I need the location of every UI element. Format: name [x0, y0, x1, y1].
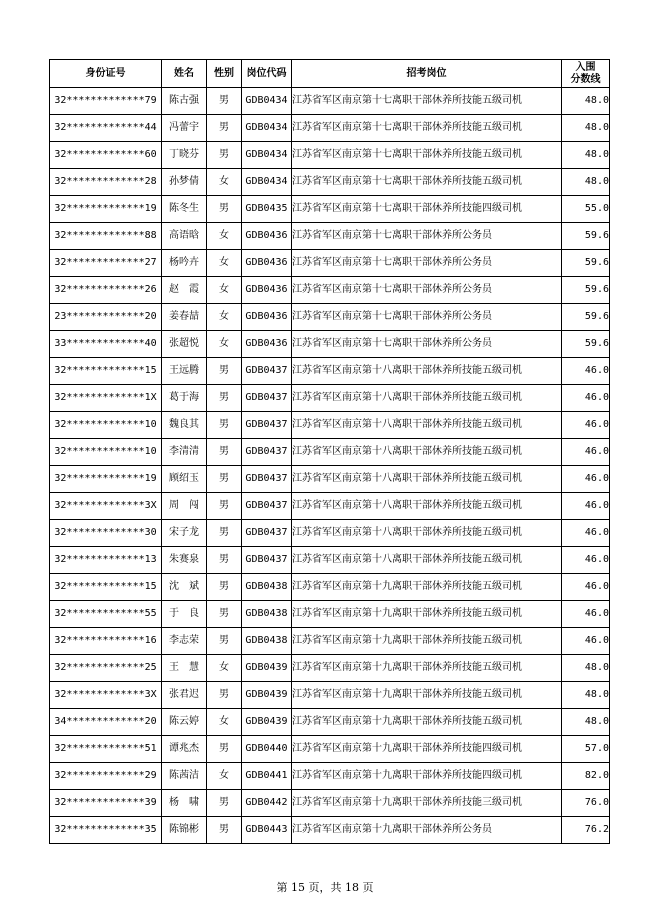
cell-name: 陈锦彬 — [162, 817, 207, 844]
cell-name: 丁晓芬 — [162, 142, 207, 169]
cell-code: GDB0439 — [242, 682, 292, 709]
table-row — [50, 628, 610, 655]
cell-name: 谭兆杰 — [162, 736, 207, 763]
cell-post: 江苏省军区南京第十九离职干部休养所技能五级司机 — [292, 628, 562, 655]
cell-post: 江苏省军区南京第十七离职干部休养所技能五级司机 — [292, 142, 562, 169]
cell-id: 32*************19 — [50, 466, 162, 493]
cell-id: 32*************10 — [50, 439, 162, 466]
cell-name: 陈云婷 — [162, 709, 207, 736]
cell-id: 32*************25 — [50, 655, 162, 682]
table-row — [50, 304, 610, 331]
cell-sex: 男 — [207, 412, 242, 439]
cell-sex: 女 — [207, 709, 242, 736]
table-row — [50, 547, 610, 574]
table-row — [50, 196, 610, 223]
cell-name: 李志荣 — [162, 628, 207, 655]
cell-post: 江苏省军区南京第十七离职干部休养所公务员 — [292, 277, 562, 304]
cell-score: 48.0 — [562, 655, 610, 682]
cell-score: 48.0 — [562, 115, 610, 142]
table-row — [50, 250, 610, 277]
cell-score: 48.0 — [562, 88, 610, 115]
cell-score: 82.0 — [562, 763, 610, 790]
cell-score: 46.0 — [562, 547, 610, 574]
cell-code: GDB0436 — [242, 304, 292, 331]
cell-post: 江苏省军区南京第十九离职干部休养所技能四级司机 — [292, 736, 562, 763]
cell-name: 沈 斌 — [162, 574, 207, 601]
cell-score: 48.0 — [562, 682, 610, 709]
cell-id: 32*************15 — [50, 574, 162, 601]
cell-post: 江苏省军区南京第十九离职干部休养所技能五级司机 — [292, 682, 562, 709]
cell-sex: 男 — [207, 682, 242, 709]
table-row — [50, 601, 610, 628]
cell-code: GDB0437 — [242, 466, 292, 493]
cell-code: GDB0434 — [242, 88, 292, 115]
cell-id: 32*************79 — [50, 88, 162, 115]
table-row — [50, 493, 610, 520]
cell-name: 王 慧 — [162, 655, 207, 682]
cell-post: 江苏省军区南京第十九离职干部休养所技能三级司机 — [292, 790, 562, 817]
cell-sex: 男 — [207, 88, 242, 115]
table-row — [50, 763, 610, 790]
cell-post: 江苏省军区南京第十九离职干部休养所技能五级司机 — [292, 655, 562, 682]
cell-code: GDB0437 — [242, 385, 292, 412]
page-footer: 第 15 页，共 18 页 — [276, 881, 374, 894]
table-row — [50, 682, 610, 709]
cell-score: 46.0 — [562, 493, 610, 520]
cell-score: 46.0 — [562, 520, 610, 547]
cell-code: GDB0439 — [242, 655, 292, 682]
cell-score: 46.0 — [562, 574, 610, 601]
cell-post: 江苏省军区南京第十七离职干部休养所公务员 — [292, 304, 562, 331]
cell-score: 46.0 — [562, 385, 610, 412]
table-row — [50, 358, 610, 385]
cell-sex: 女 — [207, 250, 242, 277]
cell-sex: 女 — [207, 223, 242, 250]
cell-post: 江苏省军区南京第十八离职干部休养所技能五级司机 — [292, 385, 562, 412]
cell-id: 32*************51 — [50, 736, 162, 763]
header-code: 岗位代码 — [242, 60, 292, 88]
cell-post: 江苏省军区南京第十八离职干部休养所技能五级司机 — [292, 412, 562, 439]
cell-name: 陈冬生 — [162, 196, 207, 223]
cell-sex: 女 — [207, 304, 242, 331]
table-header-row — [50, 60, 610, 88]
cell-code: GDB0434 — [242, 115, 292, 142]
cell-sex: 女 — [207, 169, 242, 196]
cell-sex: 男 — [207, 115, 242, 142]
table-row — [50, 385, 610, 412]
cell-name: 高语晗 — [162, 223, 207, 250]
cell-sex: 男 — [207, 574, 242, 601]
cell-post: 江苏省军区南京第十七离职干部休养所技能四级司机 — [292, 196, 562, 223]
cell-name: 孙梦倩 — [162, 169, 207, 196]
cell-id: 32*************29 — [50, 763, 162, 790]
table-row — [50, 655, 610, 682]
cell-sex: 男 — [207, 142, 242, 169]
cell-name: 朱赛泉 — [162, 547, 207, 574]
cell-score: 57.0 — [562, 736, 610, 763]
cell-score: 46.0 — [562, 412, 610, 439]
cell-name: 张君迟 — [162, 682, 207, 709]
cell-name: 姜春喆 — [162, 304, 207, 331]
cell-post: 江苏省军区南京第十九离职干部休养所技能五级司机 — [292, 574, 562, 601]
cell-score: 59.6 — [562, 277, 610, 304]
cell-name: 李清清 — [162, 439, 207, 466]
cell-id: 32*************10 — [50, 412, 162, 439]
cell-code: GDB0436 — [242, 223, 292, 250]
cell-score: 48.0 — [562, 709, 610, 736]
cell-code: GDB0442 — [242, 790, 292, 817]
cell-score: 48.0 — [562, 142, 610, 169]
cell-post: 江苏省军区南京第十九离职干部休养所技能四级司机 — [292, 763, 562, 790]
cell-sex: 男 — [207, 547, 242, 574]
cell-score: 46.0 — [562, 466, 610, 493]
cell-name: 冯蕾宇 — [162, 115, 207, 142]
cell-sex: 男 — [207, 196, 242, 223]
cell-code: GDB0437 — [242, 358, 292, 385]
cell-id: 32*************39 — [50, 790, 162, 817]
cell-id: 32*************15 — [50, 358, 162, 385]
cell-code: GDB0436 — [242, 277, 292, 304]
cell-name: 于 良 — [162, 601, 207, 628]
cell-post: 江苏省军区南京第十九离职干部休养所公务员 — [292, 817, 562, 844]
table-row — [50, 412, 610, 439]
cell-sex: 男 — [207, 601, 242, 628]
cell-post: 江苏省军区南京第十八离职干部休养所技能五级司机 — [292, 520, 562, 547]
cell-sex: 男 — [207, 520, 242, 547]
cell-id: 34*************20 — [50, 709, 162, 736]
cell-post: 江苏省军区南京第十八离职干部休养所技能五级司机 — [292, 439, 562, 466]
cell-id: 23*************20 — [50, 304, 162, 331]
cell-id: 32*************1X — [50, 385, 162, 412]
table-row — [50, 790, 610, 817]
cell-sex: 男 — [207, 493, 242, 520]
cell-post: 江苏省军区南京第十八离职干部休养所技能五级司机 — [292, 466, 562, 493]
cell-post: 江苏省军区南京第十九离职干部休养所技能五级司机 — [292, 601, 562, 628]
cell-sex: 男 — [207, 817, 242, 844]
cell-post: 江苏省军区南京第十七离职干部休养所公务员 — [292, 250, 562, 277]
cell-sex: 男 — [207, 439, 242, 466]
cell-id: 32*************19 — [50, 196, 162, 223]
cell-score: 59.6 — [562, 304, 610, 331]
cell-id: 32*************27 — [50, 250, 162, 277]
cell-post: 江苏省军区南京第十七离职干部休养所技能五级司机 — [292, 169, 562, 196]
header-sex: 性别 — [207, 60, 242, 88]
cell-id: 32*************3X — [50, 493, 162, 520]
cell-score: 48.0 — [562, 169, 610, 196]
cell-id: 32*************28 — [50, 169, 162, 196]
table-body — [50, 88, 610, 844]
cell-sex: 男 — [207, 385, 242, 412]
cell-code: GDB0441 — [242, 763, 292, 790]
header-score-line2: 分数线 — [570, 73, 601, 85]
cell-id: 32*************88 — [50, 223, 162, 250]
cell-post: 江苏省军区南京第十七离职干部休养所技能五级司机 — [292, 115, 562, 142]
cell-name: 陈茜洁 — [162, 763, 207, 790]
cell-name: 王远腾 — [162, 358, 207, 385]
cell-sex: 男 — [207, 358, 242, 385]
cell-post: 江苏省军区南京第十七离职干部休养所技能五级司机 — [292, 88, 562, 115]
cell-score: 46.0 — [562, 439, 610, 466]
cell-name: 葛于海 — [162, 385, 207, 412]
cell-post: 江苏省军区南京第十九离职干部休养所技能五级司机 — [292, 709, 562, 736]
cell-sex: 男 — [207, 628, 242, 655]
header-score-line1: 入围 — [575, 61, 596, 73]
cell-post: 江苏省军区南京第十八离职干部休养所技能五级司机 — [292, 493, 562, 520]
cell-code: GDB0440 — [242, 736, 292, 763]
cell-score: 59.6 — [562, 250, 610, 277]
cell-sex: 女 — [207, 763, 242, 790]
cell-code: GDB0439 — [242, 709, 292, 736]
cell-code: GDB0437 — [242, 547, 292, 574]
cell-score: 76.2 — [562, 817, 610, 844]
cell-id: 33*************40 — [50, 331, 162, 358]
header-id: 身份证号 — [50, 60, 162, 88]
table-row — [50, 736, 610, 763]
table-row — [50, 142, 610, 169]
header-score — [562, 60, 610, 88]
cell-name: 杨吟卉 — [162, 250, 207, 277]
table-row — [50, 709, 610, 736]
header-post: 招考岗位 — [292, 60, 562, 88]
cell-id: 32*************26 — [50, 277, 162, 304]
cell-score: 46.0 — [562, 358, 610, 385]
cell-id: 32*************16 — [50, 628, 162, 655]
cell-name: 陈古强 — [162, 88, 207, 115]
cell-sex: 女 — [207, 655, 242, 682]
cell-post: 江苏省军区南京第十八离职干部休养所技能五级司机 — [292, 358, 562, 385]
cell-name: 周 闯 — [162, 493, 207, 520]
cell-score: 59.6 — [562, 223, 610, 250]
cell-name: 赵 霞 — [162, 277, 207, 304]
table-row — [50, 115, 610, 142]
table-row — [50, 466, 610, 493]
cell-name: 魏良其 — [162, 412, 207, 439]
cell-code: GDB0443 — [242, 817, 292, 844]
table-row — [50, 439, 610, 466]
cell-score: 59.6 — [562, 331, 610, 358]
cell-id: 32*************55 — [50, 601, 162, 628]
cell-sex: 女 — [207, 277, 242, 304]
header-name: 姓名 — [162, 60, 207, 88]
cell-post: 江苏省军区南京第十七离职干部休养所公务员 — [292, 223, 562, 250]
cell-name: 杨 啸 — [162, 790, 207, 817]
table-row — [50, 169, 610, 196]
cell-post: 江苏省军区南京第十七离职干部休养所公务员 — [292, 331, 562, 358]
cell-score: 46.0 — [562, 601, 610, 628]
table-row — [50, 223, 610, 250]
cell-code: GDB0436 — [242, 250, 292, 277]
cell-id: 32*************35 — [50, 817, 162, 844]
table-row — [50, 817, 610, 844]
cell-post: 江苏省军区南京第十八离职干部休养所技能五级司机 — [292, 547, 562, 574]
cell-code: GDB0438 — [242, 601, 292, 628]
cell-id: 32*************44 — [50, 115, 162, 142]
cell-code: GDB0437 — [242, 412, 292, 439]
cell-sex: 男 — [207, 736, 242, 763]
cell-sex: 男 — [207, 466, 242, 493]
cell-name: 宋子龙 — [162, 520, 207, 547]
table-row — [50, 574, 610, 601]
cell-id: 32*************3X — [50, 682, 162, 709]
cell-sex: 男 — [207, 790, 242, 817]
cell-score: 55.0 — [562, 196, 610, 223]
cell-score: 46.0 — [562, 628, 610, 655]
cell-code: GDB0434 — [242, 169, 292, 196]
table-row — [50, 331, 610, 358]
cell-id: 32*************30 — [50, 520, 162, 547]
cell-code: GDB0436 — [242, 331, 292, 358]
cell-id: 32*************13 — [50, 547, 162, 574]
cell-code: GDB0438 — [242, 628, 292, 655]
cell-code: GDB0438 — [242, 574, 292, 601]
table-row — [50, 88, 610, 115]
cell-name: 张超悦 — [162, 331, 207, 358]
cell-score: 76.0 — [562, 790, 610, 817]
cell-sex: 女 — [207, 331, 242, 358]
cell-code: GDB0434 — [242, 142, 292, 169]
table-row — [50, 520, 610, 547]
cell-code: GDB0437 — [242, 493, 292, 520]
cell-id: 32*************60 — [50, 142, 162, 169]
cell-code: GDB0437 — [242, 439, 292, 466]
table-row — [50, 277, 610, 304]
candidate-table — [49, 59, 610, 844]
cell-code: GDB0435 — [242, 196, 292, 223]
cell-code: GDB0437 — [242, 520, 292, 547]
cell-name: 顾绍玉 — [162, 466, 207, 493]
